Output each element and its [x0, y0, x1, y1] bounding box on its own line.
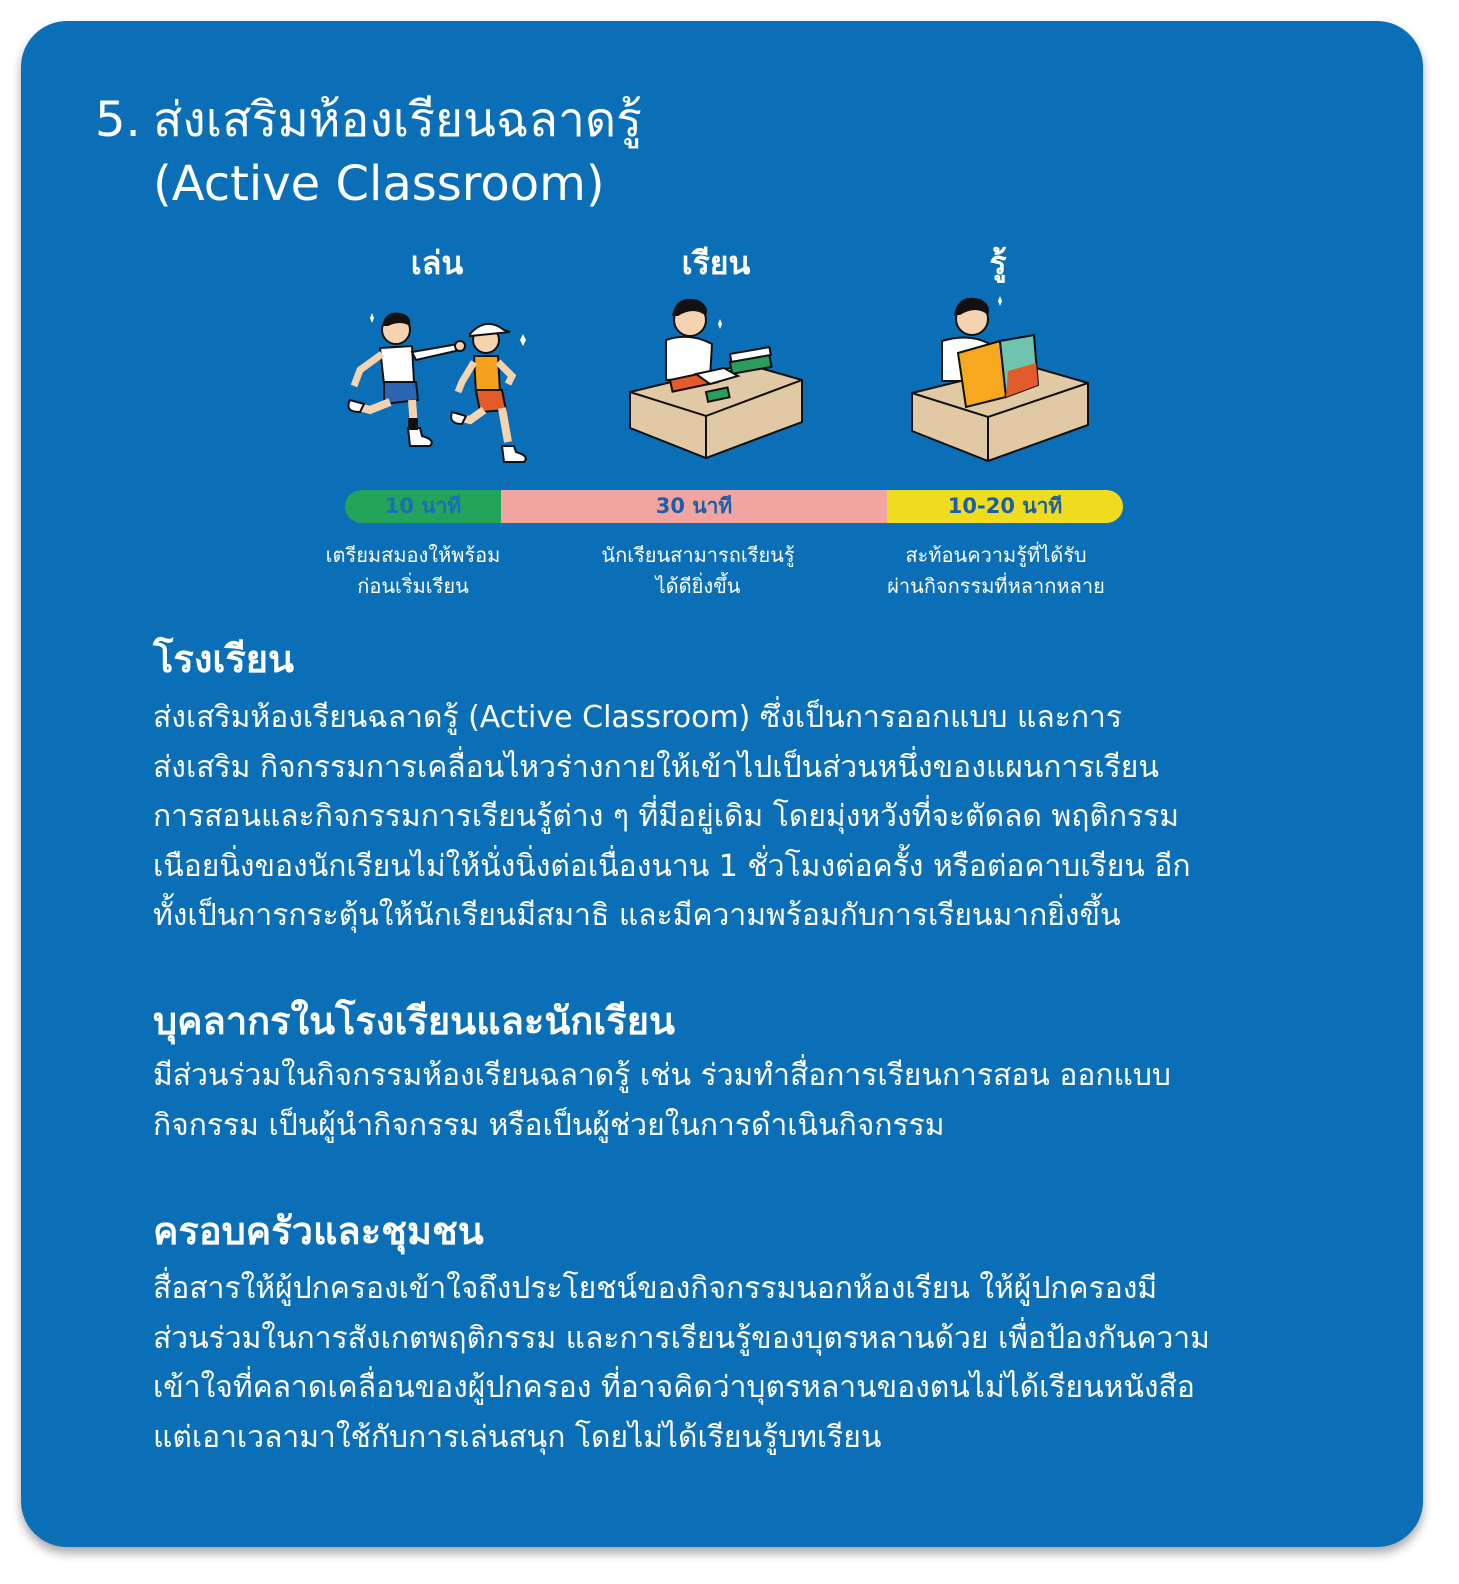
phase-desc-line: ก่อนเริ่มเรียน: [357, 574, 469, 598]
phase-desc-learn: [548, 540, 848, 602]
timeline-segment-play: 10 นาที: [345, 490, 501, 523]
phase-label-learn: เรียน: [681, 244, 751, 282]
body-line: ส่งเสริม กิจกรรมการเคลื่อนไหวร่างกายให้เข้าไปเป็นส่วนหนึ่งของแผนการเรียน: [153, 749, 1159, 785]
body-line: ส่วนร่วมในการสังเกตพฤติกรรม และการเรียนรู้ของบุตรหลานด้วย เพื่อป้องกันความ: [153, 1320, 1210, 1356]
time-allocation-bar: [345, 490, 1123, 523]
title-line-1: ส่งเสริมห้องเรียนฉลาดรู้: [153, 92, 642, 148]
body-line: แต่เอาเวลามาใช้กับการเล่นสนุก โดยไม่ได้เรียนรู้บทเรียน: [153, 1419, 882, 1455]
body-line: มีส่วนร่วมในกิจกรรมห้องเรียนฉลาดรู้ เช่น ร่วมทำสื่อการเรียนการสอน ออกแบบ: [153, 1058, 1171, 1093]
phase-desc-line: เตรียมสมองให้พร้อม: [325, 543, 501, 567]
phase-desc-line: นักเรียนสามารถเรียนรู้: [601, 543, 795, 567]
body-line: ทั้งเป็นการกระตุ้นให้นักเรียนมีสมาธิ และมีความพร้อมกับการเรียนมากยิ่งขึ้น: [153, 898, 1121, 933]
reading-student-illustration: [908, 285, 1093, 465]
section-title-family-community: ครอบครัวและชุมชน: [153, 1209, 484, 1253]
body-line: เนือยนิ่งของนักเรียนไม่ให้นั่งนิ่งต่อเนื่องนาน 1 ชั่วโมงต่อครั้ง หรือต่อคาบเรียน อีก: [153, 848, 1191, 884]
studying-student-illustration: [626, 288, 806, 463]
body-line: กิจกรรม เป็นผู้นำกิจกรรม หรือเป็นผู้ช่วยในการดำเนินกิจกรรม: [153, 1107, 945, 1143]
body-line: สื่อสารให้ผู้ปกครองเข้าใจถึงประโยชน์ของกิจกรรมนอกห้องเรียน ให้ผู้ปกครองมี: [153, 1271, 1158, 1306]
section-title-staff-students: บุคลากรในโรงเรียนและนักเรียน: [153, 999, 675, 1043]
timeline-segment-know: 10-20 นาที: [887, 490, 1123, 523]
running-kids-illustration: [340, 300, 540, 470]
body-line: ส่งเสริมห้องเรียนฉลาดรู้ (Active Classroom) ซึ่งเป็นการออกแบบ และการ: [153, 700, 1122, 735]
phase-label-know: รู้: [989, 244, 1007, 282]
section-title-school: โรงเรียน: [153, 637, 295, 681]
section-body-school: [153, 693, 1343, 941]
phase-desc-know: [846, 540, 1146, 602]
phase-desc-play: [263, 540, 563, 602]
phase-desc-line: สะท้อนความรู้ที่ได้รับ: [905, 543, 1087, 567]
section-body-staff-students: [153, 1051, 1343, 1150]
title-line-2: (Active Classroom): [153, 156, 605, 212]
section-body-family-community: [153, 1264, 1343, 1462]
body-line: การสอนและกิจกรรมการเรียนรู้ต่าง ๆ ที่มีอยู่เดิม โดยมุ่งหวังที่จะตัดลด พฤติกรรม: [153, 799, 1180, 834]
timeline-segment-learn: 30 นาที: [501, 490, 887, 523]
body-line: เข้าใจที่คลาดเคลื่อนของผู้ปกครอง ที่อาจคิดว่าบุตรหลานของตนไม่ได้เรียนหนังสือ: [153, 1370, 1195, 1405]
phase-desc-line: ผ่านกิจกรรมที่หลากหลาย: [887, 574, 1105, 598]
section-number: 5.: [95, 92, 141, 148]
phase-desc-line: ได้ดียิ่งขึ้น: [655, 574, 741, 598]
phase-label-play: เล่น: [410, 244, 464, 282]
